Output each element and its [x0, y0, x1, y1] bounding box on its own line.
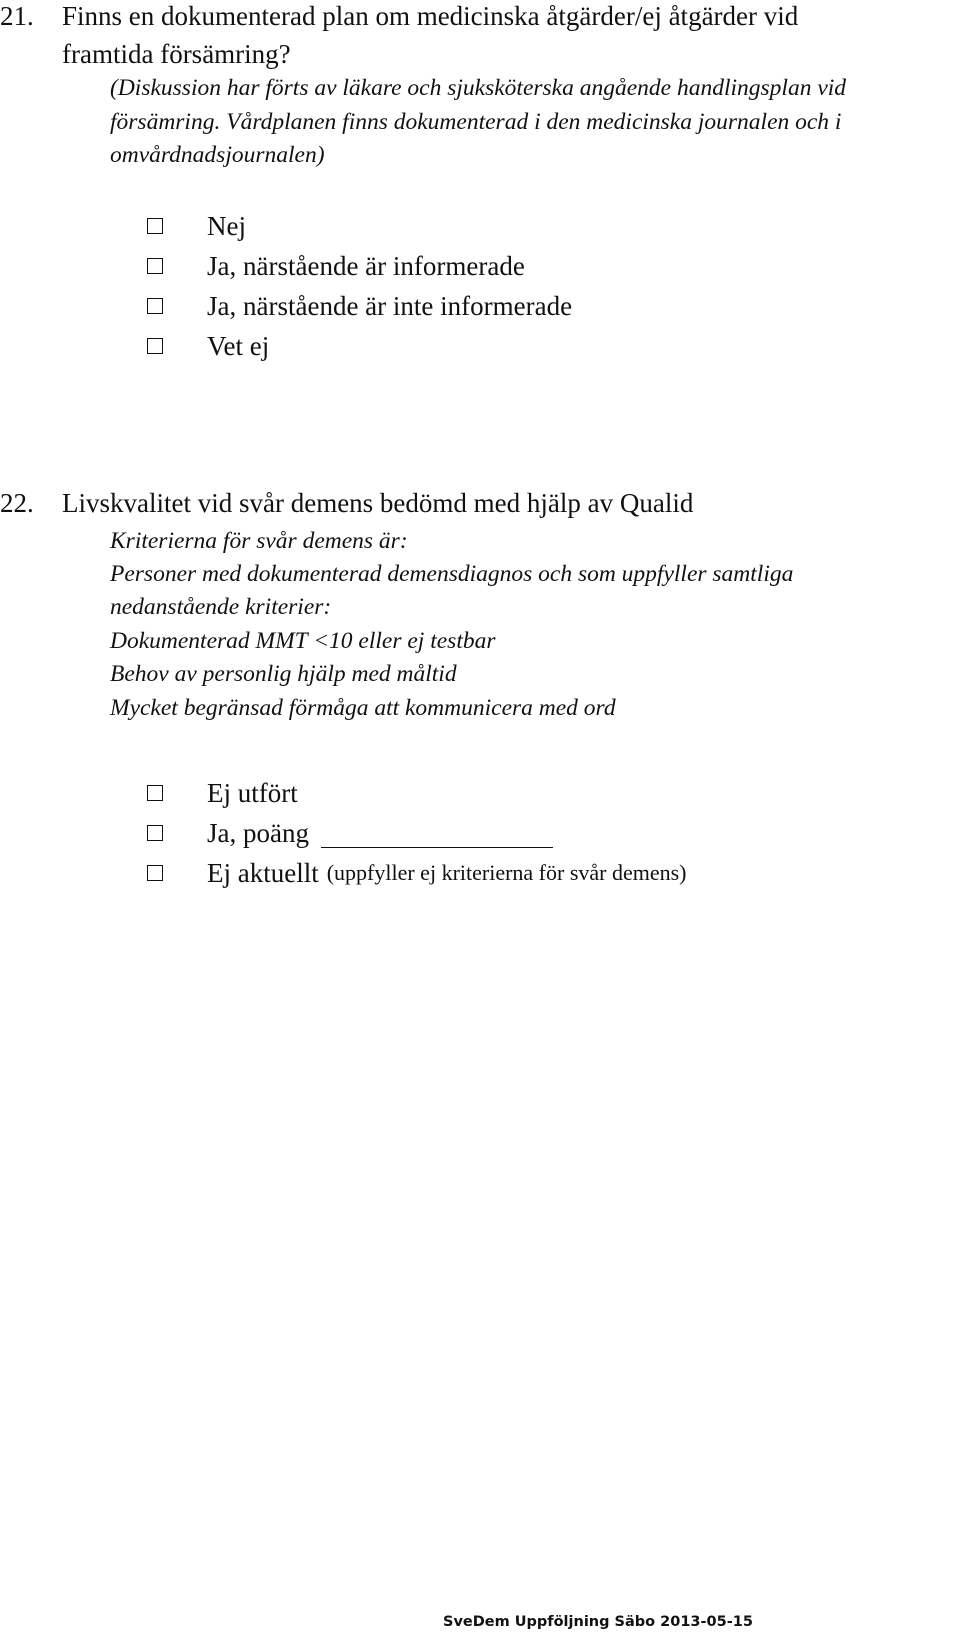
q22-title: [0, 483, 693, 523]
q21-note-line2: försämring. Vårdplanen finns dokumenterad i den medicinska journalen och i: [110, 109, 842, 135]
q22-criteria-line4: Dokumenterad MMT <10 eller ej testbar: [110, 628, 496, 654]
q21-option-ja-inte-informerade-label: Ja, närstående är inte informerade: [207, 291, 573, 321]
q22-criteria-line5: Behov av personlig hjälp med måltid: [110, 661, 457, 687]
q22-option-ej-aktuellt-label: Ej aktuellt: [207, 858, 319, 888]
q22-criteria-line6: Mycket begränsad förmåga att kommunicera med ord: [110, 695, 616, 721]
q22-option-ej-utfort-label: Ej utfört: [207, 778, 298, 808]
q21-number: 21.: [0, 1, 34, 31]
q22-number: 22.: [0, 488, 34, 518]
q22-criteria-line3: nedanstående kriterier:: [110, 594, 332, 620]
q22-option-ej-aktuellt[interactable]: [147, 853, 687, 893]
points-entry-line[interactable]: [321, 819, 553, 848]
q21-option-nej-label: Nej: [207, 211, 246, 241]
q21-option-ja-informerade[interactable]: [147, 246, 525, 286]
q21-title-line2: framtida försämring?: [62, 39, 291, 69]
q22-criteria-line1: Kriterierna för svår demens är:: [110, 528, 408, 554]
q22-option-ja-poang-label: Ja, poäng: [207, 818, 309, 848]
checkbox-icon[interactable]: [147, 218, 163, 234]
page-footer: SveDem Uppföljning Säbo 2013-05-15: [443, 1614, 753, 1630]
q22-title-text: Livskvalitet vid svår demens bedömd med hjälp av Qualid: [62, 488, 694, 518]
checkbox-icon[interactable]: [147, 785, 163, 801]
checkbox-icon[interactable]: [147, 825, 163, 841]
q22-option-ej-aktuellt-note: (uppfyller ej kriterierna för svår demens): [326, 860, 687, 885]
q22-option-ja-poang[interactable]: [147, 813, 553, 853]
checkbox-icon[interactable]: [147, 258, 163, 274]
q21-option-vet-ej[interactable]: [147, 326, 269, 366]
checkbox-icon[interactable]: [147, 338, 163, 354]
q21-title-line1: Finns en dokumenterad plan om medicinska åtgärder/ej åtgärder vid: [62, 1, 799, 31]
checkbox-icon[interactable]: [147, 298, 163, 314]
q21-option-ja-inte-informerade[interactable]: [147, 286, 572, 326]
q22-criteria-line2: Personer med dokumenterad demensdiagnos och som uppfyller samtliga: [110, 561, 794, 587]
q22-option-ej-utfort[interactable]: [147, 773, 298, 813]
q21-note-line1: (Diskussion har förts av läkare och sjuksköterska angående handlingsplan vid: [110, 75, 847, 101]
checkbox-icon[interactable]: [147, 865, 163, 881]
q21-note-line3: omvårdnadsjournalen): [110, 142, 325, 168]
q21-title: [0, 0, 798, 36]
q21-option-ja-informerade-label: Ja, närstående är informerade: [207, 251, 525, 281]
q21-option-vet-ej-label: Vet ej: [207, 331, 270, 361]
q21-option-nej[interactable]: [147, 206, 246, 246]
